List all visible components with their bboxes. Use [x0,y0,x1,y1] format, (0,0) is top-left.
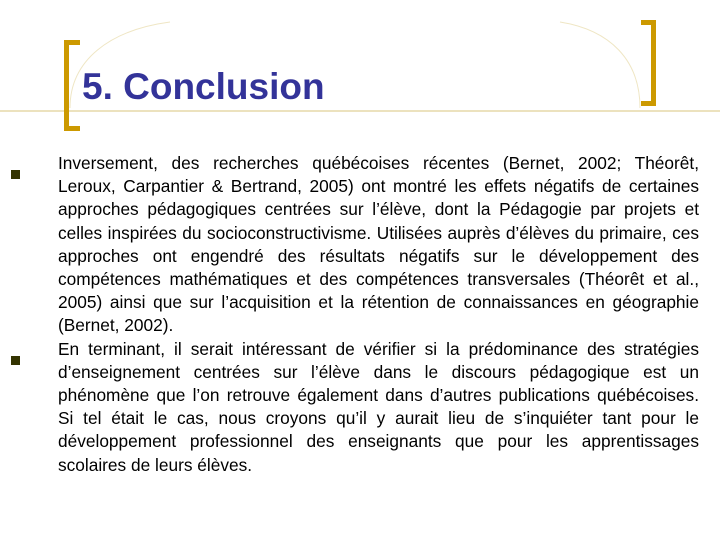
slide-title: 5. Conclusion [82,66,325,107]
square-bullet-icon [11,170,20,179]
bullet-text: Inversement, des recherches québécoises récentes (Bernet, 2002; Théorêt, Leroux, Carpantier & Bertrand, 2005) ont montré les effets négatifs de certaines approches pédagogiques centrées sur l’élève, dont la Pédagogie par projets et celles inspirées du socioconstructivisme. Utilisées auprès d’élèves du primaire, ces approches ont engendré des résultats négatifs sur le développement des compétences mathématiques et des compétences transversales (Théorêt et al., 2005) ainsi que sur l’acquisition et la rétention de connaissances en géographie (Bernet, 2002). [58,153,699,336]
bullet-item [0,152,720,338]
left-bracket [64,40,80,131]
slide-content [0,152,720,477]
bullet-text: En terminant, il serait intéressant de vérifier si la prédominance des stratégies d’enseignement centrées sur l’élève dans le discours pédagogique est un phénomène que l’on retrouve également dans d’autres publications québécoises. Si tel était le cas, nous croyons qu’il y aurait lieu de s’inquiéter tant pour le développement professionnel des enseignants que pour les apprentissages scolaires de leurs élèves. [58,338,699,475]
bullet-item [0,338,720,477]
decorative-arc-right [560,22,640,108]
right-bracket [641,20,656,106]
square-bullet-icon [11,356,20,365]
